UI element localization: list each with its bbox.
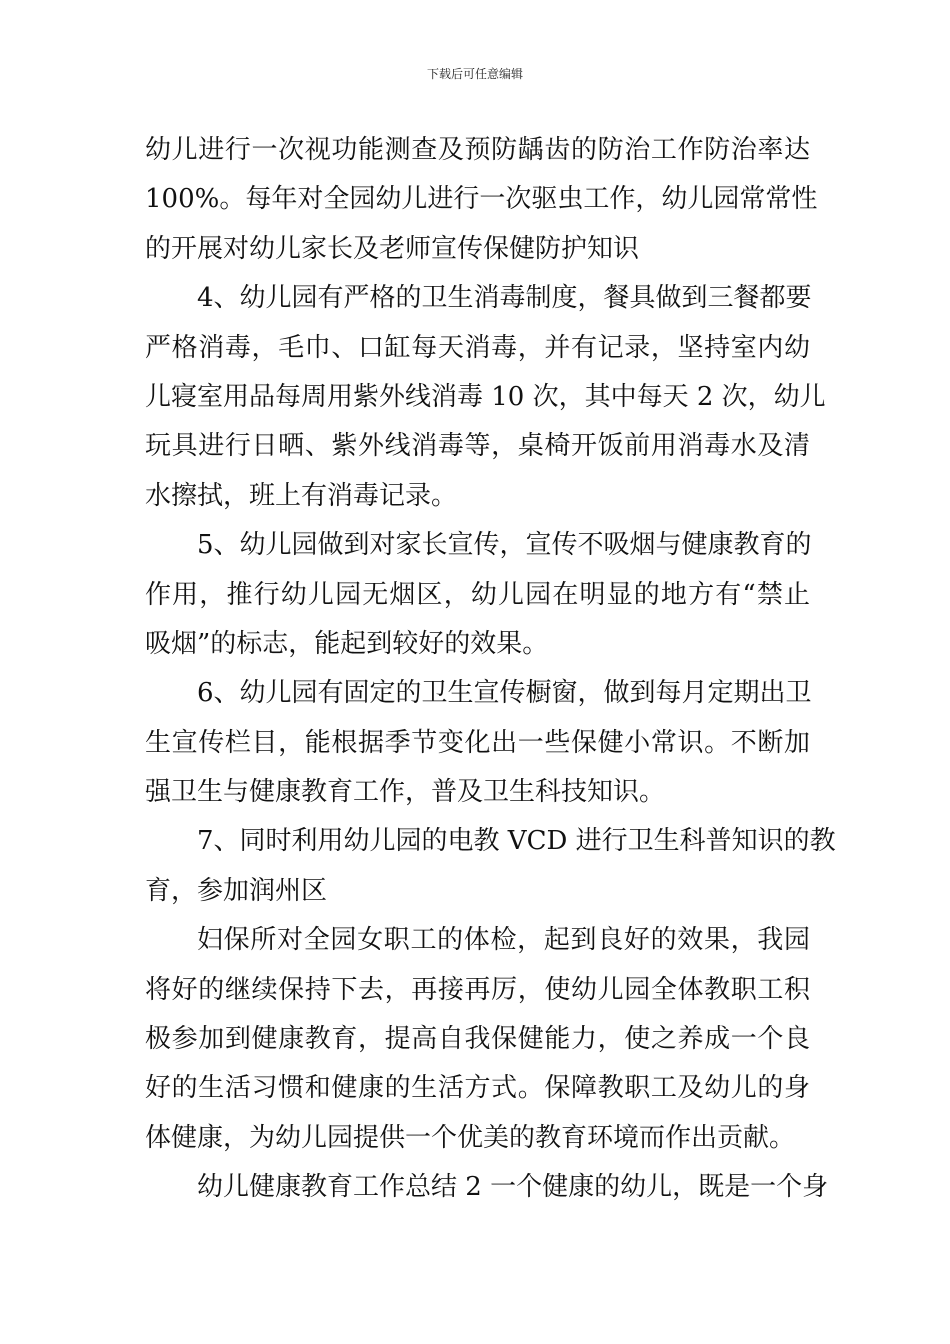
body-line: 将好的继续保持下去，再接再厉，使幼儿园全体教职工积 [145,974,810,1005]
body-line: 好的生活习惯和健康的生活方式。保障教职工及幼儿的身 [145,1073,810,1104]
body-line: 作用，推行幼儿园无烟区，幼儿园在明显的地方有“禁止 [145,579,810,610]
body-line: 吸烟”的标志，能起到较好的效果。 [145,628,549,659]
body-line: 体健康，为幼儿园提供一个优美的教育环境而作出贡献。 [145,1122,796,1153]
body-line: 5、幼儿园做到对家长宣传，宣传不吸烟与健康教育的 [197,530,812,561]
body-line: 6、幼儿园有固定的卫生宣传橱窗，做到每月定期出卫 [197,678,812,709]
body-line: 的开展对幼儿家长及老师宣传保健防护知识 [145,233,640,264]
body-line: 儿寝室用品每周用紫外线消毒 10 次，其中每天 2 次，幼儿 [145,381,826,412]
body-line: 妇保所对全园女职工的体检，起到良好的效果，我园 [197,925,810,956]
body-line: 水擦拭，班上有消毒记录。 [145,480,458,511]
body-line: 生宣传栏目，能根据季节变化出一些保健小常识。不断加 [145,727,810,758]
body-line: 幼儿进行一次视功能测查及预防龋齿的防治工作防治率达 [145,135,810,165]
body-line: 幼儿健康教育工作总结 2 一个健康的幼儿，既是一个身 [197,1172,829,1203]
body-line: 极参加到健康教育，提高自我保健能力，使之养成一个良 [145,1024,810,1055]
body-line: 严格消毒，毛巾、口缸每天消毒，并有记录，坚持室内幼 [145,332,810,363]
body-line: 7、同时利用幼儿园的电教 VCD 进行卫生科普知识的教 [197,826,836,857]
page-header: 下载后可任意编辑 [426,67,523,81]
body-line: 育，参加润州区 [145,875,328,906]
body-line: 强卫生与健康教育工作，普及卫生科技知识。 [145,777,666,808]
body-line: 100%。每年对全园幼儿进行一次驱虫工作，幼儿园常常性 [145,184,818,215]
body-line: 4、幼儿园有严格的卫生消毒制度，餐具做到三餐都要 [197,283,812,314]
body-line: 玩具进行日晒、紫外线消毒等，桌椅开饭前用消毒水及清 [145,431,810,462]
document-body [145,126,836,1213]
